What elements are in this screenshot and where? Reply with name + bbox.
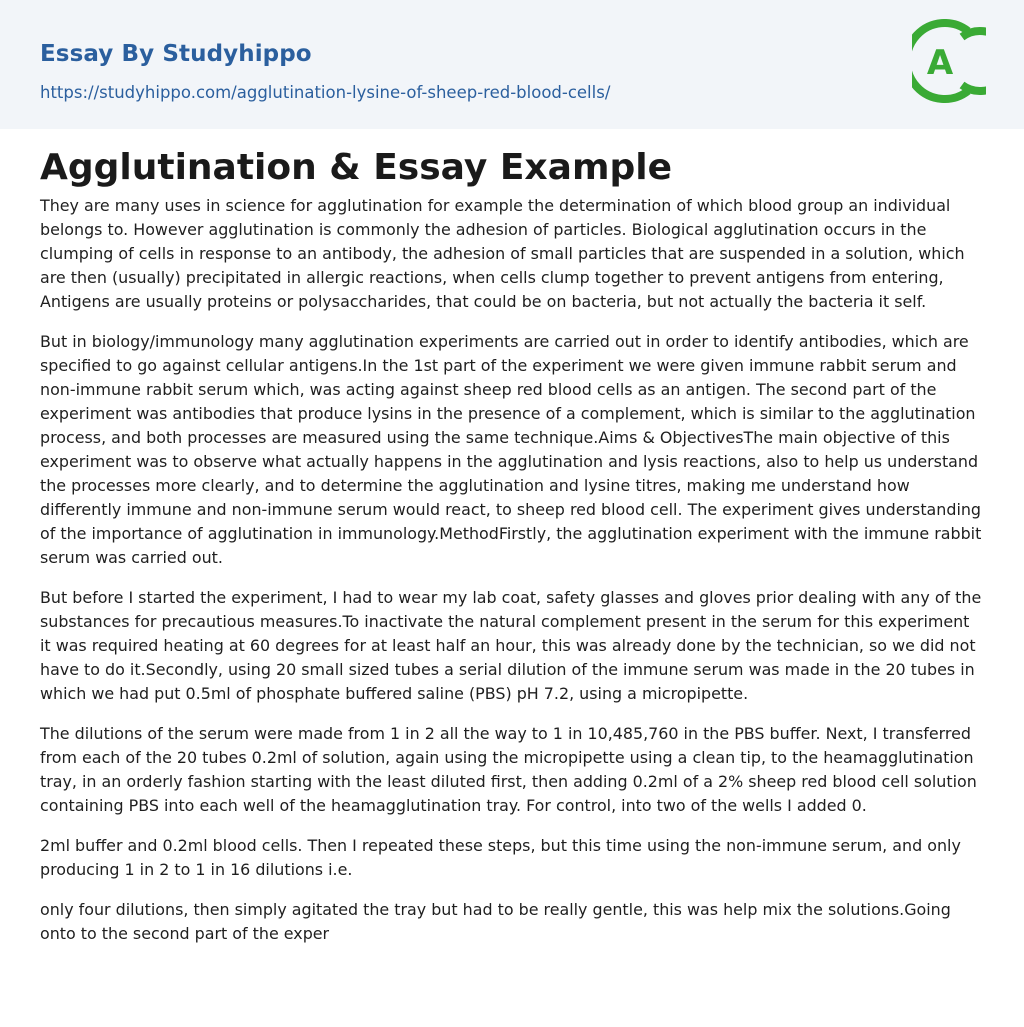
studyhippo-logo-icon[interactable]: [912, 19, 986, 105]
source-url-link[interactable]: https://studyhippo.com/agglutination-lysine-of-sheep-red-blood-cells/: [40, 83, 611, 102]
essay-paragraph: The dilutions of the serum were made from 1 in 2 all the way to 1 in 10,485,760 in the PBS buffer. Next, I transferred from each of the 20 tubes 0.2ml of solution, again using the micropipette using a clean tip, to the heamagglutination tray, in an orderly fashion starting with the least diluted first, then adding 0.2ml of a 2% sheep red blood cell solution containing PBS into each well of the heamagglutination tray. For control, into two of the wells I added 0.: [40, 724, 977, 815]
essay-body: [40, 194, 984, 962]
essay-paragraph: only four dilutions, then simply agitated the tray but had to be really gentle, this was help mix the solutions.Going onto to the second part of the exper: [40, 900, 951, 943]
essay-paragraph: But before I started the experiment, I had to wear my lab coat, safety glasses and gloves prior dealing with any of the substances for precautious measures.To inactivate the natural complement present in the serum for this experiment it was required heating at 60 degrees for at least half an hour, this was already done by the technician, so we did not have to do it.Secondly, using 20 small sized tubes a serial dilution of the immune serum was made in the 20 tubes in which we had put 0.5ml of phosphate buffered saline (PBS) pH 7.2, using a micropipette.: [40, 588, 982, 703]
essay-paragraph: But in biology/immunology many agglutination experiments are carried out in order to identify antibodies, which are specified to go against cellular antigens.In the 1st part of the experiment we were given immune rabbit serum and non-immune rabbit serum which, was acting against sheep red blood cells as an antigen. The second part of the experiment was antibodies that produce lysins in the presence of a complement, which is similar to the agglutination process, and both processes are measured using the same technique.Aims & ObjectivesThe main objective of this experiment was to observe what actually happens in the agglutination and lysis reactions, also to help us understand the processes more clearly, and to determine the agglutination and lysine titres, making me understand how differently immune and non-immune serum would react, to sheep red blood cell. The experiment gives understanding of the importance of agglutination in immunology.MethodFirstly, the agglutination experiment with the immune rabbit serum was carried out.: [40, 332, 982, 567]
logo-letter: A: [926, 43, 954, 83]
essay-paragraph: 2ml buffer and 0.2ml blood cells. Then I repeated these steps, but this time using the non-immune serum, and only producing 1 in 2 to 1 in 16 dilutions i.e.: [40, 836, 961, 879]
essay-paragraph: They are many uses in science for agglutination for example the determination of which blood group an individual belongs to. However agglutination is commonly the adhesion of particles. Biological agglutination occurs in the clumping of cells in response to an antibody, the adhesion of small particles that are suspended in a solution, which are then (usually) precipitated in allergic reactions, when cells clump together to prevent antigens from entering, Antigens are usually proteins or polysaccharides, that could be on bacteria, but not actually the bacteria it self.: [40, 196, 965, 311]
page-title: Agglutination & Essay Example: [40, 147, 672, 188]
site-title[interactable]: Essay By Studyhippo: [40, 41, 312, 67]
